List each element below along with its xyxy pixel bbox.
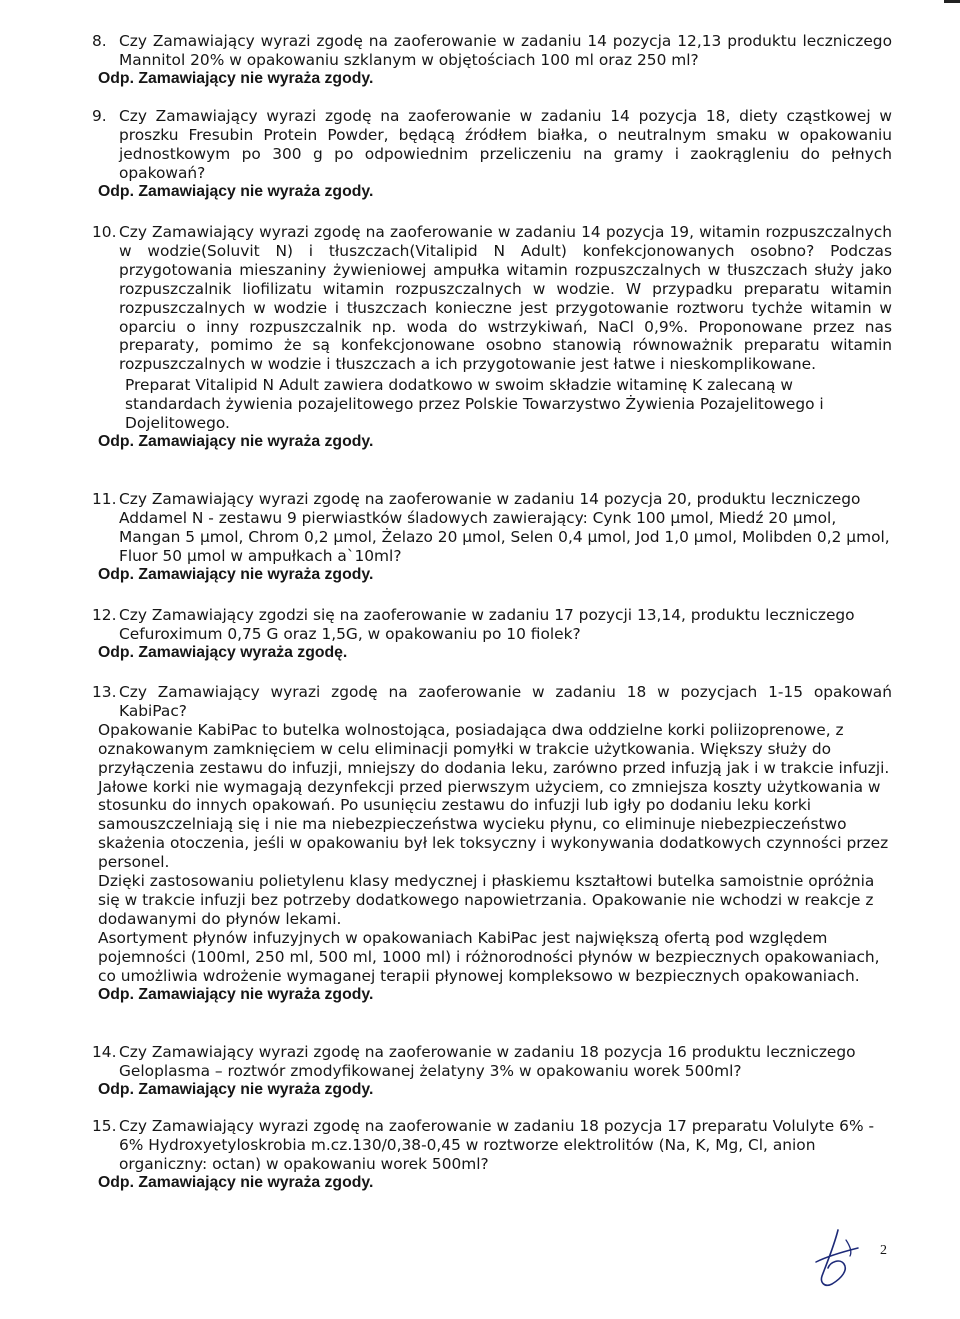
question-body: Czy Zamawiający wyrazi zgodę na zaoferowanie w zadaniu 18 pozycja 17 preparatu Volulyte 6% - 6% Hydroxyetyloskrobia m.cz.130/0,38-0,45 w roztworze elektrolitów (Na, K, Mg, Cl, anion organiczny: octan) w opakowaniu worek 500ml? xyxy=(119,1117,875,1173)
question-paragraph: Opakowanie KabiPac to butelka wolnostojąca, posiadająca dwa oddzielne korki poliizoprenowe, z oznakowanym zamknięciem w celu eliminacji pomyłki w trakcie użytkowania. Większy służy do przyłączenia zestawu do infuzji, mniejszy do dodania leku, zarówno przed infuzją jak i w trakcie infuzji. Jałowe korki nie wymagają dezynfekcji przed pierwszym użyciem, co zmniejsza koszty użytkowania w stosunku do innych opakowań. Po usunięciu zestawu do infuzji lub igły po dodaniu leku korki samouszczelniają się i nie ma niebezpieczeństwa wycieku płynu, co eliminuje niebezpieczeństwo skażenia otoczenia, jeśli w opakowaniu był lek toksyczny i wykonywania dodatkowych czynności przez personel. xyxy=(98,720,890,872)
question-14 xyxy=(92,1043,892,1100)
page-number: 2 xyxy=(880,1243,887,1258)
question-text xyxy=(92,606,892,644)
question-number: 14. xyxy=(92,1043,117,1061)
question-12 xyxy=(92,606,892,663)
question-9 xyxy=(92,107,892,202)
question-number: 9. xyxy=(92,107,107,125)
question-number: 13. xyxy=(92,683,117,701)
question-8 xyxy=(92,32,892,89)
question-13 xyxy=(92,683,892,1004)
answer: Odp. Zamawiający nie wyraża zgody. xyxy=(98,432,374,450)
question-body: Czy Zamawiający wyrazi zgodę na zaoferowanie w zadaniu 18 pozycja 16 produktu leczniczego Geloplasma – roztwór zmodyfikowanej żelatyny 3% w opakowaniu worek 500ml? xyxy=(119,1043,856,1080)
answer: Odp. Zamawiający wyraża zgodę. xyxy=(98,643,348,661)
question-paragraph: Asortyment płynów infuzyjnych w opakowaniach KabiPac jest największą ofertą pod względem pojemności (100ml, 250 ml, 500 ml, 1000 ml) i różnorodności płynów w bezpiecznych opakowaniach, co umożliwia wdrożenie wymaganej terapii płynowej kompleksowo w bezpiecznych opakowaniach. xyxy=(98,928,880,985)
answer: Odp. Zamawiający nie wyraża zgody. xyxy=(98,565,374,583)
answer: Odp. Zamawiający nie wyraża zgody. xyxy=(98,1080,374,1098)
handwritten-signature xyxy=(808,1226,864,1292)
question-paragraph: Dzięki zastosowaniu polietylenu klasy medycznej i płaskiemu kształtowi butelka samoistnie opróżnia się w trakcie infuzji bez potrzeby dodatkowego napowietrzania. Opakowanie nie wchodzi w reakcje z dodawanymi do płynów lekami. xyxy=(98,872,875,928)
question-body: Czy Zamawiający wyrazi zgodę na zaoferowanie w zadaniu 18 w pozycjach 1-15 opakowań KabiPac? xyxy=(119,683,892,720)
question-body: Czy Zamawiający zgodzi się na zaoferowanie w zadaniu 17 pozycji 13,14, produktu leczniczego Cefuroximum 0,75 G oraz 1,5G, w opakowaniu po 10 fiolek? xyxy=(119,606,855,643)
answer: Odp. Zamawiający nie wyraża zgody. xyxy=(98,182,374,200)
question-text xyxy=(92,1117,892,1174)
question-10 xyxy=(92,223,892,452)
question-body: Czy Zamawiający wyrazi zgodę na zaoferowanie w zadaniu 14 pozycja 12,13 produktu leczniczego Mannitol 20% w opakowaniu szklanym w objętościach 100 ml oraz 250 ml? xyxy=(119,32,892,69)
answer: Odp. Zamawiający nie wyraża zgody. xyxy=(98,985,374,1003)
question-body: Czy Zamawiający wyrazi zgodę na zaoferowanie w zadaniu 14 pozycja 18, diety cząstkowej w proszku Fresubin Protein Powder, będącą źródłem białka, o neutralnym smaku w opakowaniu jednostkowym po 300 g po odpowiednim przeliczeniu na gramy i zaokrągleniu do pełnych opakowań? xyxy=(119,107,892,182)
answer: Odp. Zamawiający nie wyraża zgody. xyxy=(98,69,374,87)
question-body: Czy Zamawiający wyrazi zgodę na zaoferowanie w zadaniu 14 pozycja 20, produktu leczniczego Addamel N - zestawu 9 pierwiastków śladowych zawierający: Cynk 100 µmol, Miedź 20 µmol, Mangan 5 µmol, Chrom 0,2 µmol, Żelazo 20 µmol, Selen 0,4 µmol, Jod 1,0 µmol, Molibden 0,2 µmol, Fluor 50 µmol w ampułkach a`10ml? xyxy=(119,490,890,565)
question-text xyxy=(92,107,892,183)
question-number: 11. xyxy=(92,490,117,508)
answer: Odp. Zamawiający nie wyraża zgody. xyxy=(98,1173,374,1191)
question-number: 10. xyxy=(92,223,117,241)
question-text xyxy=(92,683,892,721)
question-text xyxy=(92,1043,892,1081)
question-15 xyxy=(92,1117,892,1193)
question-text xyxy=(92,490,892,566)
question-11 xyxy=(92,490,892,585)
question-text xyxy=(92,223,892,374)
question-number: 12. xyxy=(92,606,117,624)
question-note: Preparat Vitalipid N Adult zawiera dodatkowo w swoim składzie witaminę K zalecaną w standardach żywienia pozajelitowego przez Polskie Towarzystwo Żywienia Pozajelitowego i Dojelitowego. xyxy=(125,376,824,433)
question-number: 15. xyxy=(92,1117,117,1135)
question-body: Czy Zamawiający wyrazi zgodę na zaoferowanie w zadaniu 14 pozycja 19, witamin rozpuszczalnych w wodzie(Soluvit N) i tłuszczach(Vitalipid N Adult) konfekcjonowanych osobno? Podczas przygotowania mieszaniny żywieniowej ampułka witamin rozpuszczalnych w tłuszczach służy jako rozpuszczalnik liofilizatu witamin rozpuszczalnych w wodzie. W przypadku preparatu witamin rozpuszczalnych w wodzie i tłuszczach konieczne jest przygotowanie roztworu tychże witamin w oparciu o inny rozpuszczalnik np. woda do wstrzykiwań, NaCl 0,9%. Proponowane przez nas preparaty, pomimo że są konfekcjonowane osobno stanowią równoważnik preparatu witamin rozpuszczalnych w wodzie i tłuszczach a ich przygotowanie jest łatwe i nieskomplikowane. xyxy=(119,223,892,374)
question-number: 8. xyxy=(92,32,107,50)
question-text xyxy=(92,32,892,70)
